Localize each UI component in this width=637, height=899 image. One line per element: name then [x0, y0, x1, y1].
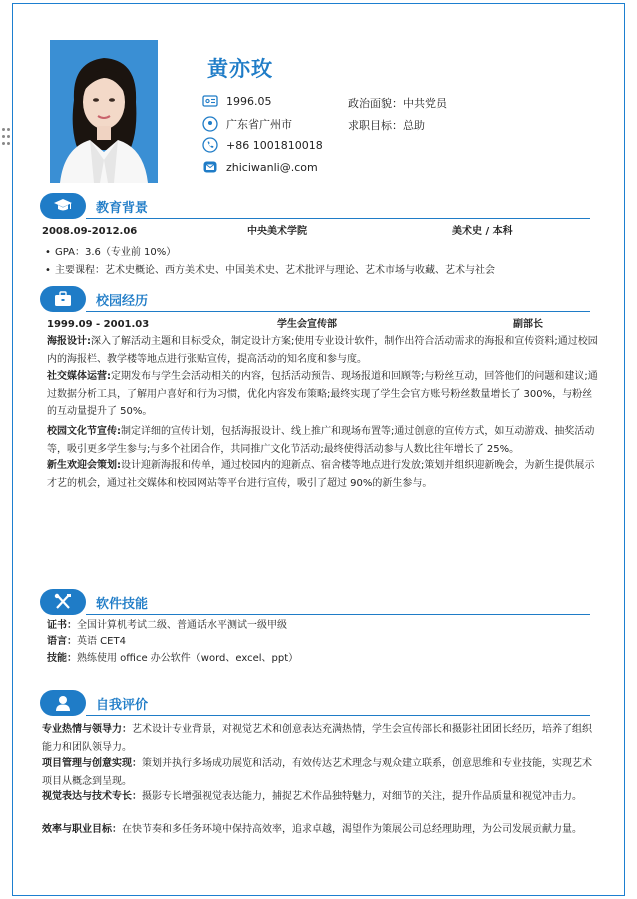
id-card-icon	[202, 93, 218, 109]
skill-text: 熟练使用 office 办公软件（word、excel、ppt）	[77, 653, 299, 664]
campus-item-label: 新生欢迎会策划:	[47, 460, 121, 471]
skill-item	[47, 633, 126, 651]
email-row	[202, 158, 318, 176]
target-value: 总助	[403, 119, 425, 132]
skills-title: 软件技能	[96, 597, 149, 612]
self-eval-section-header	[40, 690, 590, 716]
campus-item-text: 制定详细的宣传计划，包括海报设计、线上推广和现场布置等;通过创意的宣传方式，如互动游戏、抽奖活动等，吸引更多学生参与;与多个社团合作，共同推广文化节活动;最终使得活动参与人数比往年增长了 25%。	[47, 426, 595, 455]
profile-photo	[50, 40, 158, 183]
skills-badge	[40, 589, 86, 615]
drag-handle-icon[interactable]	[2, 128, 10, 146]
skill-text: 英语 CET4	[77, 636, 126, 647]
self-eval-item	[42, 755, 598, 790]
self-eval-label: 项目管理与创意实现：	[42, 758, 142, 769]
skill-text: 全国计算机考试二级、普通话水平测试一级甲级	[77, 620, 287, 631]
job-target	[348, 117, 425, 133]
location-pin-icon	[202, 116, 218, 132]
self-eval-item	[42, 821, 598, 839]
campus-role: 副部长	[513, 319, 543, 330]
campus-item	[47, 368, 602, 421]
education-section-header	[40, 193, 590, 219]
campus-title: 校园经历	[96, 294, 149, 309]
phone-number: +86 1001810018	[226, 138, 323, 152]
self-eval-label: 视觉表达与技术专长：	[42, 791, 142, 802]
skills-section-header	[40, 589, 590, 615]
campus-section-header	[40, 286, 590, 312]
section-divider	[86, 218, 590, 219]
self-eval-item	[42, 721, 598, 756]
education-gpa: • GPA：3.6（专业前 10%）	[55, 245, 176, 261]
location-row	[202, 115, 292, 133]
location-text: 广东省广州市	[226, 118, 292, 131]
education-period: 2008.09-2012.06	[42, 226, 138, 237]
campus-item-label: 校园文化节宣传:	[47, 426, 121, 437]
skill-item	[47, 617, 287, 635]
campus-period: 1999.09 - 2001.03	[47, 319, 150, 330]
skill-label: 语言：	[47, 636, 77, 647]
user-icon	[53, 694, 73, 712]
education-badge	[40, 193, 86, 219]
section-divider	[86, 311, 590, 312]
candidate-name: 黄亦玫	[207, 57, 273, 81]
self-eval-text: 策划并执行多场成功展览和活动，有效传达艺术理念与观众建立联系，创意思维和专业技能，实现艺术项目从概念到呈现。	[42, 758, 592, 787]
self-eval-label: 专业热情与领导力：	[42, 724, 132, 735]
education-title: 教育背景	[96, 201, 149, 216]
self-eval-title: 自我评价	[96, 698, 149, 713]
education-school: 中央美术学院	[247, 226, 307, 237]
education-courses: • 主要课程：艺术史概论、西方美术史、中国美术史、艺术批评与理论、艺术市场与收藏、艺术与社会	[55, 263, 495, 279]
section-divider	[86, 614, 590, 615]
campus-item-text: 深入了解活动主题和目标受众，制定设计方案;使用专业设计软件，制作出符合活动需求的海报和宣传资料;通过校园内的海报栏、教学楼等地点进行张贴宣传，提高活动的知名度和参与度。	[47, 336, 598, 365]
section-divider	[86, 715, 590, 716]
campus-item-text: 设计迎新海报和传单，通过校园内的迎新点、宿舍楼等地点进行发放;策划并组织迎新晚会，为新生提供展示才艺的机会，通过社交媒体和校园网站等平台进行宣传，吸引了超过 90%的新生参与。	[47, 460, 595, 489]
self-eval-text: 艺术设计专业背景，对视觉艺术和创意表达充满热情，学生会宣传部长和摄影社团团长经历，培养了组织能力和团队领导力。	[42, 724, 592, 753]
skill-label: 证书：	[47, 620, 77, 631]
birth-row	[202, 92, 272, 110]
tools-icon	[53, 593, 73, 611]
birth-date: 1996.05	[226, 94, 272, 108]
campus-item-label: 社交媒体运营:	[47, 371, 111, 382]
email-address: zhiciwanli@.com	[226, 160, 318, 174]
phone-icon	[202, 137, 218, 153]
political-status	[348, 95, 447, 111]
campus-item	[47, 457, 602, 492]
self-eval-item	[42, 788, 598, 806]
self-eval-text: 在快节奏和多任务环境中保持高效率，追求卓越，渴望作为策展公司总经理助理，为公司发展贡献力量。	[122, 824, 582, 835]
briefcase-icon	[53, 290, 73, 308]
campus-item	[47, 333, 602, 368]
campus-org: 学生会宣传部	[277, 319, 337, 330]
campus-item	[47, 423, 602, 458]
self-eval-label: 效率与职业目标：	[42, 824, 122, 835]
political-value: 中共党员	[403, 97, 447, 110]
campus-item-text: 定期发布与学生会活动相关的内容，包括活动预告、现场报道和回顾等;与粉丝互动，回答他们的问题和建议;通过数据分析工具，了解用户喜好和行为习惯，优化内容发布策略;最终实现了学生会官方账号粉丝数量增长了 300%，与粉丝的互动量提升了 50%。	[47, 371, 598, 417]
campus-badge	[40, 286, 86, 312]
campus-item-label: 海报设计:	[47, 336, 91, 347]
education-major: 美术史 / 本科	[452, 226, 513, 237]
target-label: 求职目标：	[348, 119, 403, 132]
email-icon	[202, 159, 218, 175]
skill-item	[47, 650, 298, 668]
phone-row	[202, 136, 323, 154]
self-eval-badge	[40, 690, 86, 716]
political-label: 政治面貌：	[348, 97, 403, 110]
self-eval-text: 摄影专长增强视觉表达能力，捕捉艺术作品独特魅力，对细节的关注，提升作品质量和视觉冲击力。	[142, 791, 582, 802]
graduation-cap-icon	[53, 197, 73, 215]
skill-label: 技能：	[47, 653, 77, 664]
